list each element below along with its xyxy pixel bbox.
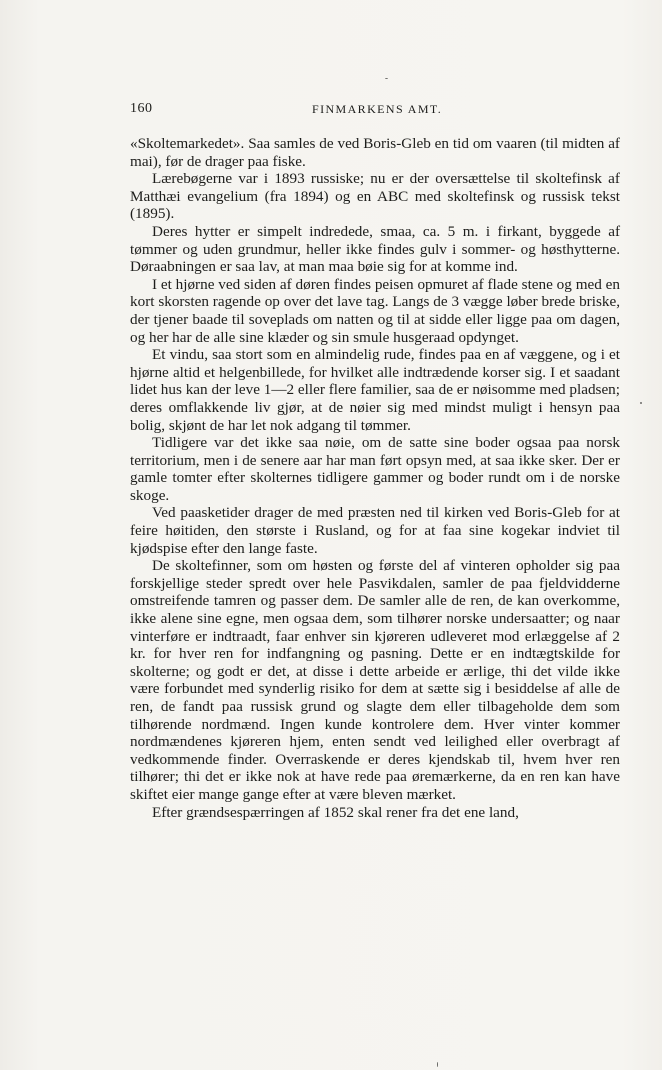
paragraph-continued: «Skoltemarkedet». Saa samles de ved Boris-Gleb en tid om vaaren (til midten af mai), før de drager paa fiske.	[130, 135, 620, 170]
paragraph: Tidligere var det ikke saa nøie, om de satte sine boder ogsaa paa norsk territorium, men i de senere aar har man ført opsyn med, at saa ikke sker. Der er gamle tomter efter skolternes tidligere gammer og boder rundt om i de norske skoge.	[130, 434, 620, 504]
scan-speck	[640, 402, 642, 404]
body-text	[130, 135, 620, 821]
paragraph: Deres hytter er simpelt indredede, smaa, ca. 5 m. i firkant, byggede af tømmer og uden grundmur, heller ikke findes gulv i sommer- og høsthytterne. Døraabningen er saa lav, at man maa bøie sig for at komme ind.	[130, 222, 620, 276]
paragraph: Lærebøgerne var i 1893 russiske; nu er der oversættelse til skoltefinsk af Matthæi evangelium (fra 1894) og en ABC med skoltefinsk og russisk tekst (1895).	[130, 170, 620, 223]
paragraph: De skoltefinner, som om høsten og første del af vinteren opholder sig paa forskjellige steder spredt over hele Pasvikdalen, samler de paa fjeldvidderne omstreifende tamren og passer dem. De samler alle de ren, de kan overkomme, ikke alene sine egne, men ogsaa dem, som tilhører norske undersaatter; og naar vinterføre er indtraadt, faar enhver sin kjøreren udleveret mod erlæggelse af 2 kr. for hver ren for indfangning og pasning. Dette er en indtægtskilde for skolterne; og godt er det, at disse i dette arbeide er ærlige, thi det vilde ikke være forbundet med synderlig risiko for dem at sætte sig i besiddelse af alle de ren, de fandt paa russisk grund og slagte dem eller tilbageholde dem som tilhørende nordmænd. Ingen kunde kontrolere dem. Hver vinter kommer nordmændenes kjøreren hjem, enten sendt ved leilighed eller overbragt af vedkommende finder. Overraskende er deres kjendskab til, hvem hver ren tilhører; thi det er ikke nok at have rede paa øremærkerne, da en ren kan have skiftet eier mange gange efter at være bleven mærket.	[130, 557, 620, 803]
running-title: FINMARKENS AMT.	[312, 102, 443, 116]
scan-speck	[385, 78, 388, 79]
page-number: 160	[130, 101, 153, 116]
scan-speck	[437, 1062, 438, 1067]
paragraph: Et vindu, saa stort som en almindelig rude, findes paa en af væggene, og i et hjørne altid et helgenbillede, for hvilket alle indtrædende korser sig. I et saadant lidet hus kan der leve 1—2 eller flere familier, saa de er nøisomme med pladsen; deres omflakkende liv gjør, at de nøier sig med mindst muligt i hensyn paa bolig, skjønt de har let nok adgang til tømmer.	[130, 346, 620, 434]
paragraph: I et hjørne ved siden af døren findes peisen opmuret af flade stene og med en kort skorsten ragende op over det lave tag. Langs de 3 vægge løber brede briske, der tjener baade til soveplads om natten og til at sidde eller ligge paa om dagen, og her har de alle sine klæder og sin smule husgeraad opdynget.	[130, 275, 620, 346]
paragraph: Ved paasketider drager de med præsten ned til kirken ved Boris-Gleb for at feire høitiden, den største i Rusland, og for at faa sine kogekar indviet til kjødspise efter den lange faste.	[130, 504, 620, 557]
page-header	[130, 101, 620, 121]
paragraph-last: Efter grændsespærringen af 1852 skal rener fra det ene land,	[152, 803, 519, 821]
